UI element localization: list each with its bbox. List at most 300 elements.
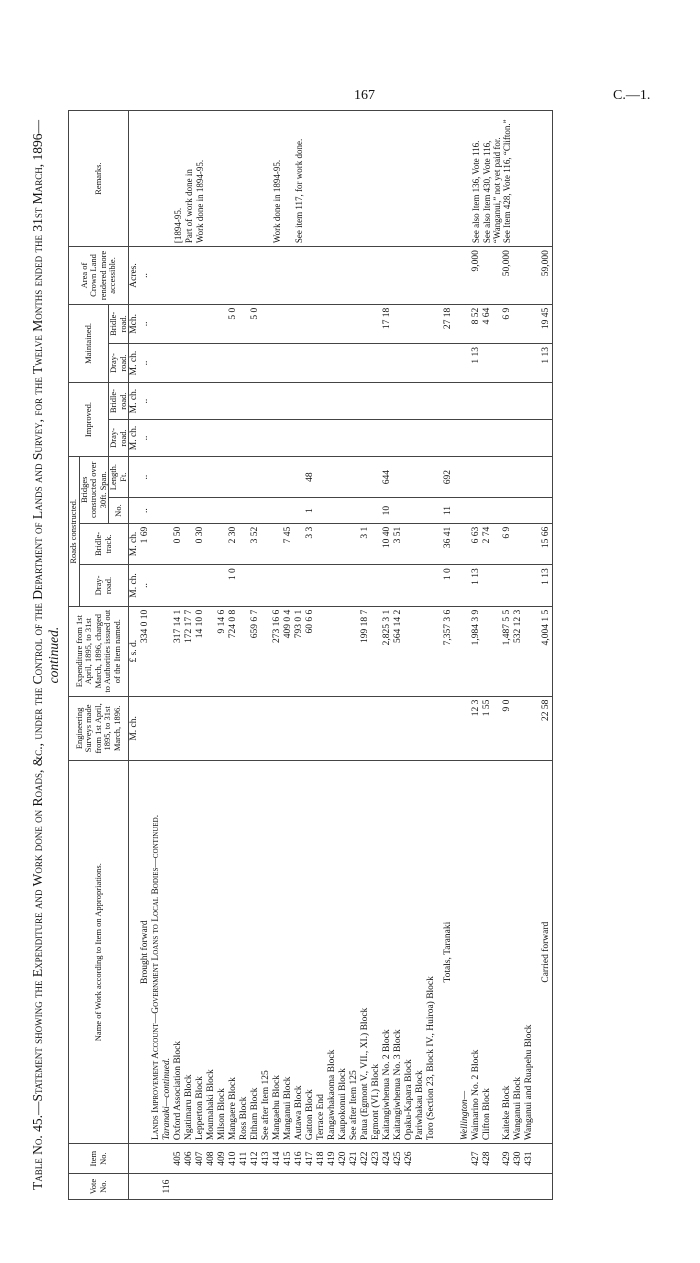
impr-bridle-value — [349, 383, 360, 420]
remarks-value — [316, 111, 327, 247]
cf-maint-dray: 1 13 — [541, 343, 553, 382]
vote-cell — [305, 1174, 316, 1200]
table-row — [382, 111, 393, 1200]
title-suffix: continued. — [46, 626, 61, 684]
bridges-no-value — [184, 498, 195, 523]
bridges-no-value — [404, 498, 415, 523]
area-value: 9,000 — [471, 247, 482, 305]
constr-dray-value — [393, 565, 404, 606]
maint-dray-value — [360, 343, 371, 382]
impr-bridle-value — [393, 383, 404, 420]
expenditure-value — [426, 606, 437, 696]
maint-bridle-value: 4 64 — [482, 304, 502, 343]
totals-maint-bridle: 27 18 — [443, 304, 454, 343]
maint-bridle-value — [415, 304, 426, 343]
bridges-length-value: 644 — [382, 456, 393, 497]
impr-dray-value — [228, 420, 239, 457]
taranaki-rows — [173, 111, 437, 1200]
item-number: 416 — [294, 1144, 305, 1174]
maint-dray-value — [184, 343, 195, 382]
totals-exp: 7,357 3 6 — [443, 606, 454, 696]
work-name: Oxford Association Block — [173, 761, 184, 1144]
title-statement: Statement showing the Expenditure and Work done on Roads, &c., under the Control of the Department of Lands and Survey, for the Twelve Months ended the 31st March, 1896— — [30, 120, 45, 1102]
rotated-table-region — [30, 110, 660, 1200]
vote-cell — [404, 1174, 415, 1200]
bridges-no-value: 10 — [382, 498, 393, 523]
maint-bridle-value — [184, 304, 195, 343]
impr-dray-value — [250, 420, 261, 457]
remarks-value — [206, 111, 217, 247]
impr-bridle-value — [305, 383, 316, 420]
expenditure-value — [327, 606, 338, 696]
surveys-value — [261, 696, 272, 761]
bridges-no-value — [502, 498, 513, 523]
unit-area: Acres. — [129, 247, 141, 305]
impr-bridle-value — [294, 383, 305, 420]
item-number: 431 — [524, 1144, 535, 1174]
surveys-value: 12 3 — [471, 696, 482, 761]
impr-bridle-value — [426, 383, 437, 420]
area-value — [371, 247, 382, 305]
maint-bridle-value — [360, 304, 371, 343]
table-row — [338, 111, 349, 1200]
surveys-value — [195, 696, 206, 761]
unit-impr-dray: M. ch. — [129, 420, 141, 457]
surveys-value — [217, 696, 228, 761]
impr-bridle-value — [195, 383, 206, 420]
maint-bridle-value — [305, 304, 316, 343]
impr-dray-value — [283, 420, 294, 457]
remarks-value — [239, 111, 250, 247]
title-prefix: Table No. 45.— — [30, 1101, 45, 1190]
constr-bridle-value — [294, 523, 305, 564]
maint-dray-value: 1 13 — [471, 343, 482, 382]
expenditure-value — [404, 606, 415, 696]
table-row — [513, 111, 524, 1200]
work-name: Mangaehu Block — [272, 761, 283, 1144]
remarks-value — [338, 111, 349, 247]
work-name: Moumahaki Block — [206, 761, 217, 1144]
maint-bridle-value — [524, 304, 535, 343]
area-value — [415, 247, 426, 305]
bridges-no-value — [261, 498, 272, 523]
constr-bridle-value — [513, 523, 524, 564]
bridges-length-value — [338, 456, 349, 497]
impr-bridle-value — [513, 383, 524, 420]
remarks-value — [261, 111, 272, 247]
expenditure-value: 60 6 6 — [305, 606, 316, 696]
expenditure-value — [371, 606, 382, 696]
remarks-value — [524, 111, 535, 247]
bridges-length-value — [184, 456, 195, 497]
item-number: 424 — [382, 1144, 393, 1174]
bridges-length-value — [524, 456, 535, 497]
expenditure-value — [261, 606, 272, 696]
cf-area: 59,000 — [541, 247, 553, 305]
table-row — [371, 111, 382, 1200]
area-value — [283, 247, 294, 305]
maint-bridle-value — [283, 304, 294, 343]
remarks-value: [1894-95. — [173, 111, 184, 247]
constr-dray-value: 1 13 — [471, 565, 482, 606]
bridges-no-value — [327, 498, 338, 523]
bf-no: .. — [140, 498, 151, 523]
impr-bridle-value — [482, 383, 502, 420]
bridges-length-value — [206, 456, 217, 497]
expenditure-value: 1,487 5 5 — [502, 606, 513, 696]
surveys-value — [283, 696, 294, 761]
table-row — [360, 111, 371, 1200]
impr-dray-value — [393, 420, 404, 457]
item-number: 420 — [338, 1144, 349, 1174]
table-row — [316, 111, 327, 1200]
vote-cell — [195, 1174, 206, 1200]
brought-forward-row — [140, 111, 151, 1200]
constr-dray-value — [382, 565, 393, 606]
item-number: 411 — [239, 1144, 250, 1174]
expenditure-value: 14 10 0 — [195, 606, 206, 696]
header-constr-dray: Dray-road. — [79, 565, 129, 606]
table-row — [294, 111, 305, 1200]
table-row — [195, 111, 206, 1200]
cf-surveys: 22 58 — [541, 696, 553, 761]
table-row — [250, 111, 261, 1200]
constr-bridle-value — [524, 523, 535, 564]
impr-dray-value — [261, 420, 272, 457]
bridges-no-value — [217, 498, 228, 523]
impr-bridle-value — [382, 383, 393, 420]
header-maint-bridle: Bridle-road. — [109, 304, 129, 343]
surveys-value — [415, 696, 426, 761]
impr-dray-value — [305, 420, 316, 457]
impr-dray-value — [239, 420, 250, 457]
maint-dray-value — [316, 343, 327, 382]
header-surveys: Engineering Surveys made from 1st April, 1895, to 31st March, 1896. — [69, 696, 129, 761]
maint-bridle-value: 5 0 — [250, 304, 261, 343]
vote-cell — [524, 1174, 535, 1200]
maint-bridle-value: 8 52 — [471, 304, 482, 343]
bridges-no-value — [426, 498, 437, 523]
work-name: Terrace End — [316, 761, 327, 1144]
vote-cell — [371, 1174, 382, 1200]
constr-dray-value — [338, 565, 349, 606]
impr-bridle-value — [371, 383, 382, 420]
bf-expenditure: 334 0 10 — [140, 606, 151, 696]
table-row — [217, 111, 228, 1200]
bridges-no-value — [206, 498, 217, 523]
work-name: See after Item 125 — [261, 761, 272, 1144]
maint-dray-value — [305, 343, 316, 382]
expenditure-value: 564 14 2 — [393, 606, 404, 696]
header-maint-dray: Dray-road. — [109, 343, 129, 382]
constr-dray-value — [524, 565, 535, 606]
constr-dray-value — [327, 565, 338, 606]
vote-cell — [283, 1174, 294, 1200]
constr-dray-value — [426, 565, 437, 606]
surveys-value — [184, 696, 195, 761]
remarks-value — [393, 111, 404, 247]
bridges-no-value — [250, 498, 261, 523]
constr-bridle-value: 2 30 — [228, 523, 239, 564]
work-name: Rangawhakaoma Block — [327, 761, 338, 1144]
impr-bridle-value — [502, 383, 513, 420]
vote-cell — [294, 1174, 305, 1200]
remarks-value — [513, 111, 524, 247]
surveys-value — [228, 696, 239, 761]
bridges-no-value — [360, 498, 371, 523]
remarks-value: See Item 428, Vote 116, “Clifton.” — [502, 111, 513, 247]
area-value — [173, 247, 184, 305]
surveys-value — [206, 696, 217, 761]
area-value — [404, 247, 415, 305]
document-code: C.—1. — [613, 88, 651, 103]
maint-bridle-value — [393, 304, 404, 343]
surveys-value — [327, 696, 338, 761]
item-number: 413 — [261, 1144, 272, 1174]
bridges-length-value — [228, 456, 239, 497]
bf-length: .. — [140, 456, 151, 497]
work-name: Ross Block — [239, 761, 250, 1144]
remarks-value: Work done in 1894-95. — [195, 111, 206, 247]
surveys-value — [371, 696, 382, 761]
maint-dray-value — [206, 343, 217, 382]
constr-dray-value — [316, 565, 327, 606]
unit-expenditure: £ s. d. — [129, 606, 141, 696]
maint-dray-value — [524, 343, 535, 382]
bf-constr-bridle: 1 69 — [140, 523, 151, 564]
item-number: 419 — [327, 1144, 338, 1174]
table-row — [524, 111, 535, 1200]
bridges-length-value — [415, 456, 426, 497]
constr-dray-value — [195, 565, 206, 606]
surveys-value — [294, 696, 305, 761]
maint-bridle-value — [261, 304, 272, 343]
work-name: Ngatimaru Block — [184, 761, 195, 1144]
impr-bridle-value — [217, 383, 228, 420]
impr-dray-value — [327, 420, 338, 457]
impr-bridle-value — [360, 383, 371, 420]
surveys-value — [349, 696, 360, 761]
remarks-value — [283, 111, 294, 247]
maint-bridle-value — [294, 304, 305, 343]
surveys-value — [404, 696, 415, 761]
constr-bridle-value — [338, 523, 349, 564]
expenditure-value: 659 6 7 — [250, 606, 261, 696]
work-name: Clifton Block — [482, 761, 502, 1144]
constr-bridle-value: 7 45 — [283, 523, 294, 564]
work-name: Patua (Egmont V., VII., XI.) Block — [360, 761, 371, 1144]
vote-cell — [217, 1174, 228, 1200]
maint-dray-value — [349, 343, 360, 382]
constr-dray-value — [261, 565, 272, 606]
bridges-length-value — [404, 456, 415, 497]
impr-dray-value — [513, 420, 524, 457]
vote-cell — [228, 1174, 239, 1200]
expenditure-value: 409 0 4 — [283, 606, 294, 696]
bridges-no-value — [524, 498, 535, 523]
item-number: 406 — [184, 1144, 195, 1174]
maint-bridle-value — [338, 304, 349, 343]
table-row — [173, 111, 184, 1200]
header-remarks: Remarks. — [69, 111, 129, 247]
constr-dray-value — [371, 565, 382, 606]
area-value — [327, 247, 338, 305]
maint-bridle-value — [316, 304, 327, 343]
work-name: Opaku-Kapara Block — [404, 761, 415, 1144]
expenditure-value — [239, 606, 250, 696]
brought-forward-label: Brought forward — [140, 761, 151, 1144]
remarks-value — [415, 111, 426, 247]
impr-dray-value — [316, 420, 327, 457]
maint-bridle-value: 17 18 — [382, 304, 393, 343]
bridges-length-value — [371, 456, 382, 497]
surveys-value: 1 55 — [482, 696, 502, 761]
impr-bridle-value — [261, 383, 272, 420]
table-row — [415, 111, 426, 1200]
constr-dray-value — [305, 565, 316, 606]
constr-bridle-value: 0 50 — [173, 523, 184, 564]
item-number: 418 — [316, 1144, 327, 1174]
table-row — [239, 111, 250, 1200]
item-number: 410 — [228, 1144, 239, 1174]
cf-bridle: 15 66 — [541, 523, 553, 564]
maint-dray-value — [283, 343, 294, 382]
constr-dray-value — [184, 565, 195, 606]
table-title — [30, 110, 62, 1200]
work-name: See after Item 125 — [349, 761, 360, 1144]
expenditure-value: 172 17 7 — [184, 606, 195, 696]
table-row — [349, 111, 360, 1200]
carried-forward-body — [535, 111, 553, 1200]
expenditure-value — [206, 606, 217, 696]
constr-dray-value — [250, 565, 261, 606]
bridges-length-value — [513, 456, 524, 497]
item-number: 429 — [502, 1144, 513, 1174]
constr-bridle-value: 6 63 — [471, 523, 482, 564]
table-row — [327, 111, 338, 1200]
expenditure-value — [338, 606, 349, 696]
work-name: Kaitangiwhenua No. 2 Block — [382, 761, 393, 1144]
maint-bridle-value — [195, 304, 206, 343]
units-row — [129, 111, 141, 1200]
remarks-value — [217, 111, 228, 247]
impr-dray-value — [173, 420, 184, 457]
work-name: Wanganui and Ruapehu Block — [524, 761, 535, 1144]
impr-dray-value — [217, 420, 228, 457]
bridges-no-value — [294, 498, 305, 523]
area-value — [206, 247, 217, 305]
table-row — [393, 111, 404, 1200]
vote-cell — [349, 1174, 360, 1200]
totals-length: 692 — [443, 456, 454, 497]
vote-cell — [327, 1174, 338, 1200]
header-vote: Vote No. — [69, 1174, 129, 1200]
vote-cell — [415, 1174, 426, 1200]
impr-dray-value — [371, 420, 382, 457]
maint-bridle-value — [513, 304, 524, 343]
maint-bridle-value — [349, 304, 360, 343]
remarks-value: See also Item 136, Vote 116. — [471, 111, 482, 247]
work-name: Pariwhakau Block — [415, 761, 426, 1144]
area-value — [294, 247, 305, 305]
expenditure-value — [482, 606, 502, 696]
table-row — [404, 111, 415, 1200]
maint-dray-value — [371, 343, 382, 382]
surveys-value — [272, 696, 283, 761]
impr-bridle-value — [404, 383, 415, 420]
bridges-no-value — [471, 498, 482, 523]
constr-bridle-value — [272, 523, 283, 564]
vote-cell — [502, 1174, 513, 1200]
bridges-no-value — [349, 498, 360, 523]
header-constr-bridle: Bridle-track. — [79, 523, 129, 564]
constr-dray-value — [206, 565, 217, 606]
header-improved-bridle: Bridle-road. — [109, 383, 129, 420]
surveys-value — [426, 696, 437, 761]
vote-cell — [206, 1174, 217, 1200]
constr-bridle-value: 3 52 — [250, 523, 261, 564]
item-number: 415 — [283, 1144, 294, 1174]
impr-dray-value — [382, 420, 393, 457]
expenditure-value: 532 12 3 — [513, 606, 524, 696]
remarks-value: See item 117, for work done. — [294, 111, 305, 247]
expenditure-value: 2,825 3 1 — [382, 606, 393, 696]
bridges-length-value — [195, 456, 206, 497]
work-name: Eltham Block — [250, 761, 261, 1144]
impr-bridle-value — [415, 383, 426, 420]
cf-maint-bridle: 19 45 — [541, 304, 553, 343]
expenditure-value: 1,984 3 9 — [471, 606, 482, 696]
constr-bridle-value — [404, 523, 415, 564]
bridges-length-value — [261, 456, 272, 497]
maint-dray-value — [228, 343, 239, 382]
remarks-value: See also Item 430, Vote 116, “Wanganui,” not yet paid for. — [482, 111, 502, 247]
impr-dray-value — [502, 420, 513, 457]
header-bridges: Bridges constructed over 30ft. Span. — [79, 456, 109, 523]
impr-bridle-value — [184, 383, 195, 420]
remarks-value — [382, 111, 393, 247]
maint-dray-value — [382, 343, 393, 382]
totals-taranaki-label: Totals, Taranaki — [443, 761, 454, 1144]
maint-dray-value — [294, 343, 305, 382]
bridges-no-value: 1 — [305, 498, 316, 523]
maint-dray-value — [513, 343, 524, 382]
work-name: Manganui Block — [283, 761, 294, 1144]
surveys-value: 9 0 — [502, 696, 513, 761]
impr-dray-value — [524, 420, 535, 457]
item-number: 405 — [173, 1144, 184, 1174]
vote-cell — [316, 1174, 327, 1200]
constr-bridle-value: 3 51 — [393, 523, 404, 564]
constr-bridle-value — [349, 523, 360, 564]
bridges-length-value — [272, 456, 283, 497]
bridges-length-value — [316, 456, 327, 497]
maint-dray-value — [338, 343, 349, 382]
bridges-no-value — [338, 498, 349, 523]
vote-cell — [426, 1174, 437, 1200]
vote-cell — [173, 1174, 184, 1200]
impr-bridle-value — [206, 383, 217, 420]
bridges-no-value — [316, 498, 327, 523]
bridges-no-value — [228, 498, 239, 523]
constr-dray-value — [283, 565, 294, 606]
maint-dray-value — [250, 343, 261, 382]
impr-bridle-value — [250, 383, 261, 420]
constr-dray-value — [513, 565, 524, 606]
work-name: Egmont (VI.) Block — [371, 761, 382, 1144]
maint-dray-value — [272, 343, 283, 382]
vote-cell — [382, 1174, 393, 1200]
